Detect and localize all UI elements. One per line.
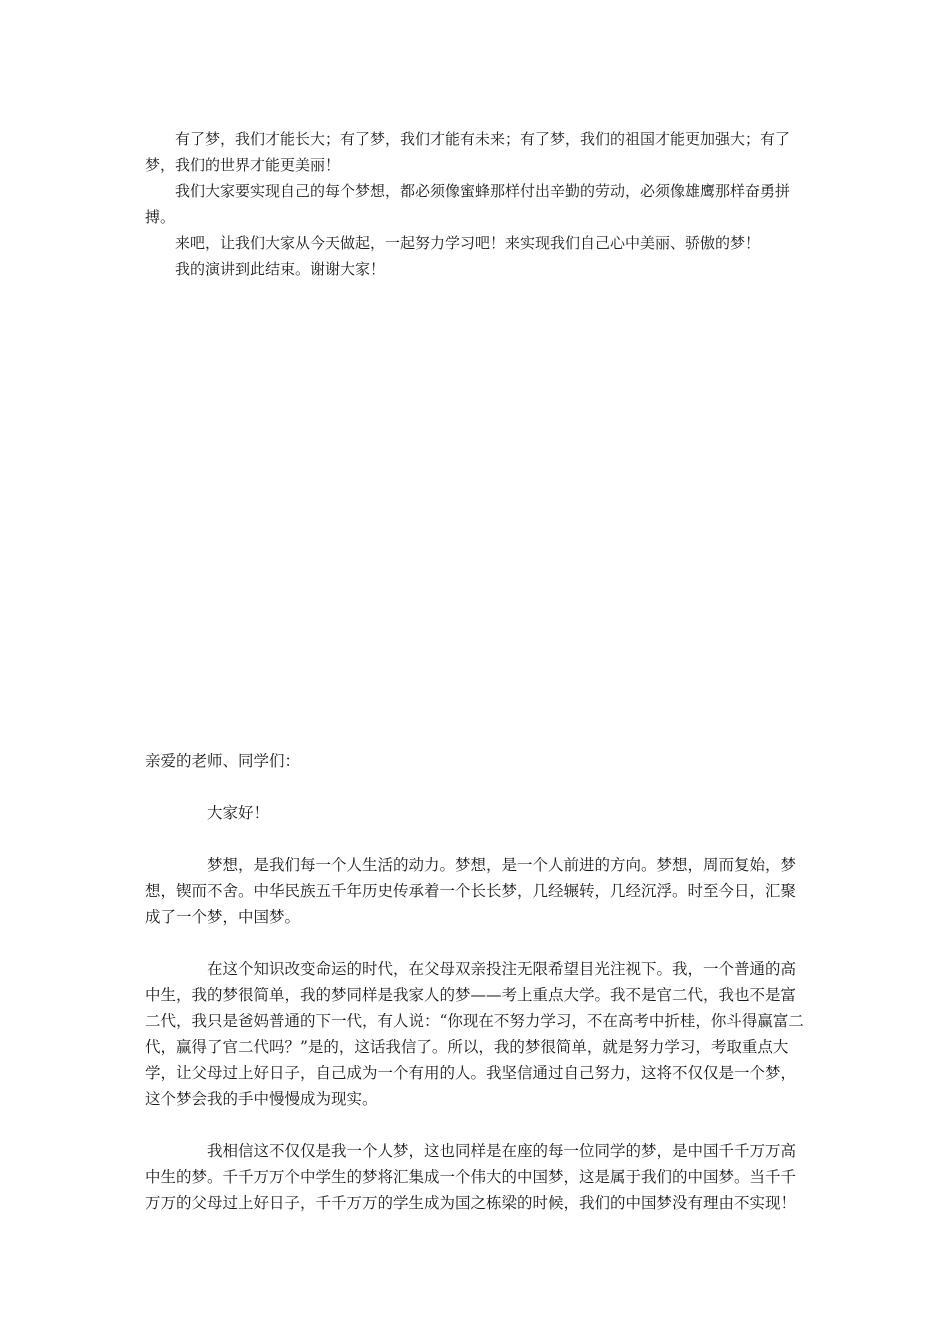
speech-conclusion: [145, 126, 810, 282]
salutation: 亲爱的老师、同学们：: [145, 752, 301, 770]
paragraph: 来吧，让我们大家从今天做起，一起努力学习吧！来实现我们自己心中美丽、骄傲的梦！: [175, 234, 761, 252]
paragraph: 有了梦，我们才能长大；有了梦，我们才能有未来；有了梦，我们的祖国才能更加强大；有了梦，我们的世界才能更美丽！: [145, 130, 791, 174]
paragraph: 在这个知识改变命运的时代，在父母双亲投注无限希望目光注视下。我，一个普通的高中生，我的梦很简单，我的梦同样是我家人的梦——考上重点大学。我不是官二代，我也不是富二代，我只是爸妈普通的下一代，有人说：“你现在不努力学习，不在高考中折桂，你斗得赢富二代，赢得了官二代吗？”是的，这话我信了。所以，我的梦很简单，就是努力学习，考取重点大学，让父母过上好日子，自己成为一个有用的人。我坚信通过自己努力，这将不仅仅是一个梦，这个梦会我的手中慢慢成为现实。: [145, 960, 804, 1108]
speech-body: [145, 748, 810, 1216]
paragraph: 梦想，是我们每一个人生活的动力。梦想，是一个人前进的方向。梦想，周而复始，梦想，锲而不舍。中华民族五千年历史传承着一个长长梦，几经辗转，几经沉浮。时至今日，汇聚成了一个梦，中国梦。: [145, 856, 797, 926]
paragraph: 我的演讲到此结束。谢谢大家！: [175, 260, 386, 278]
greeting: 大家好！: [207, 804, 270, 822]
paragraph: 我相信这不仅仅是我一个人梦，这也同样是在座的每一位同学的梦，是中国千千万万高中生的梦。千千万万个中学生的梦将汇集成一个伟大的中国梦，这是属于我们的中国梦。当千千万万的父母过上好日子，千千万万的学生成为国之栋梁的时候，我们的中国梦没有理由不实现！: [145, 1142, 797, 1212]
paragraph: 我们大家要实现自己的每个梦想，都必须像蜜蜂那样付出辛勤的劳动，必须像雄鹰那样奋勇拼搏。: [145, 182, 791, 226]
